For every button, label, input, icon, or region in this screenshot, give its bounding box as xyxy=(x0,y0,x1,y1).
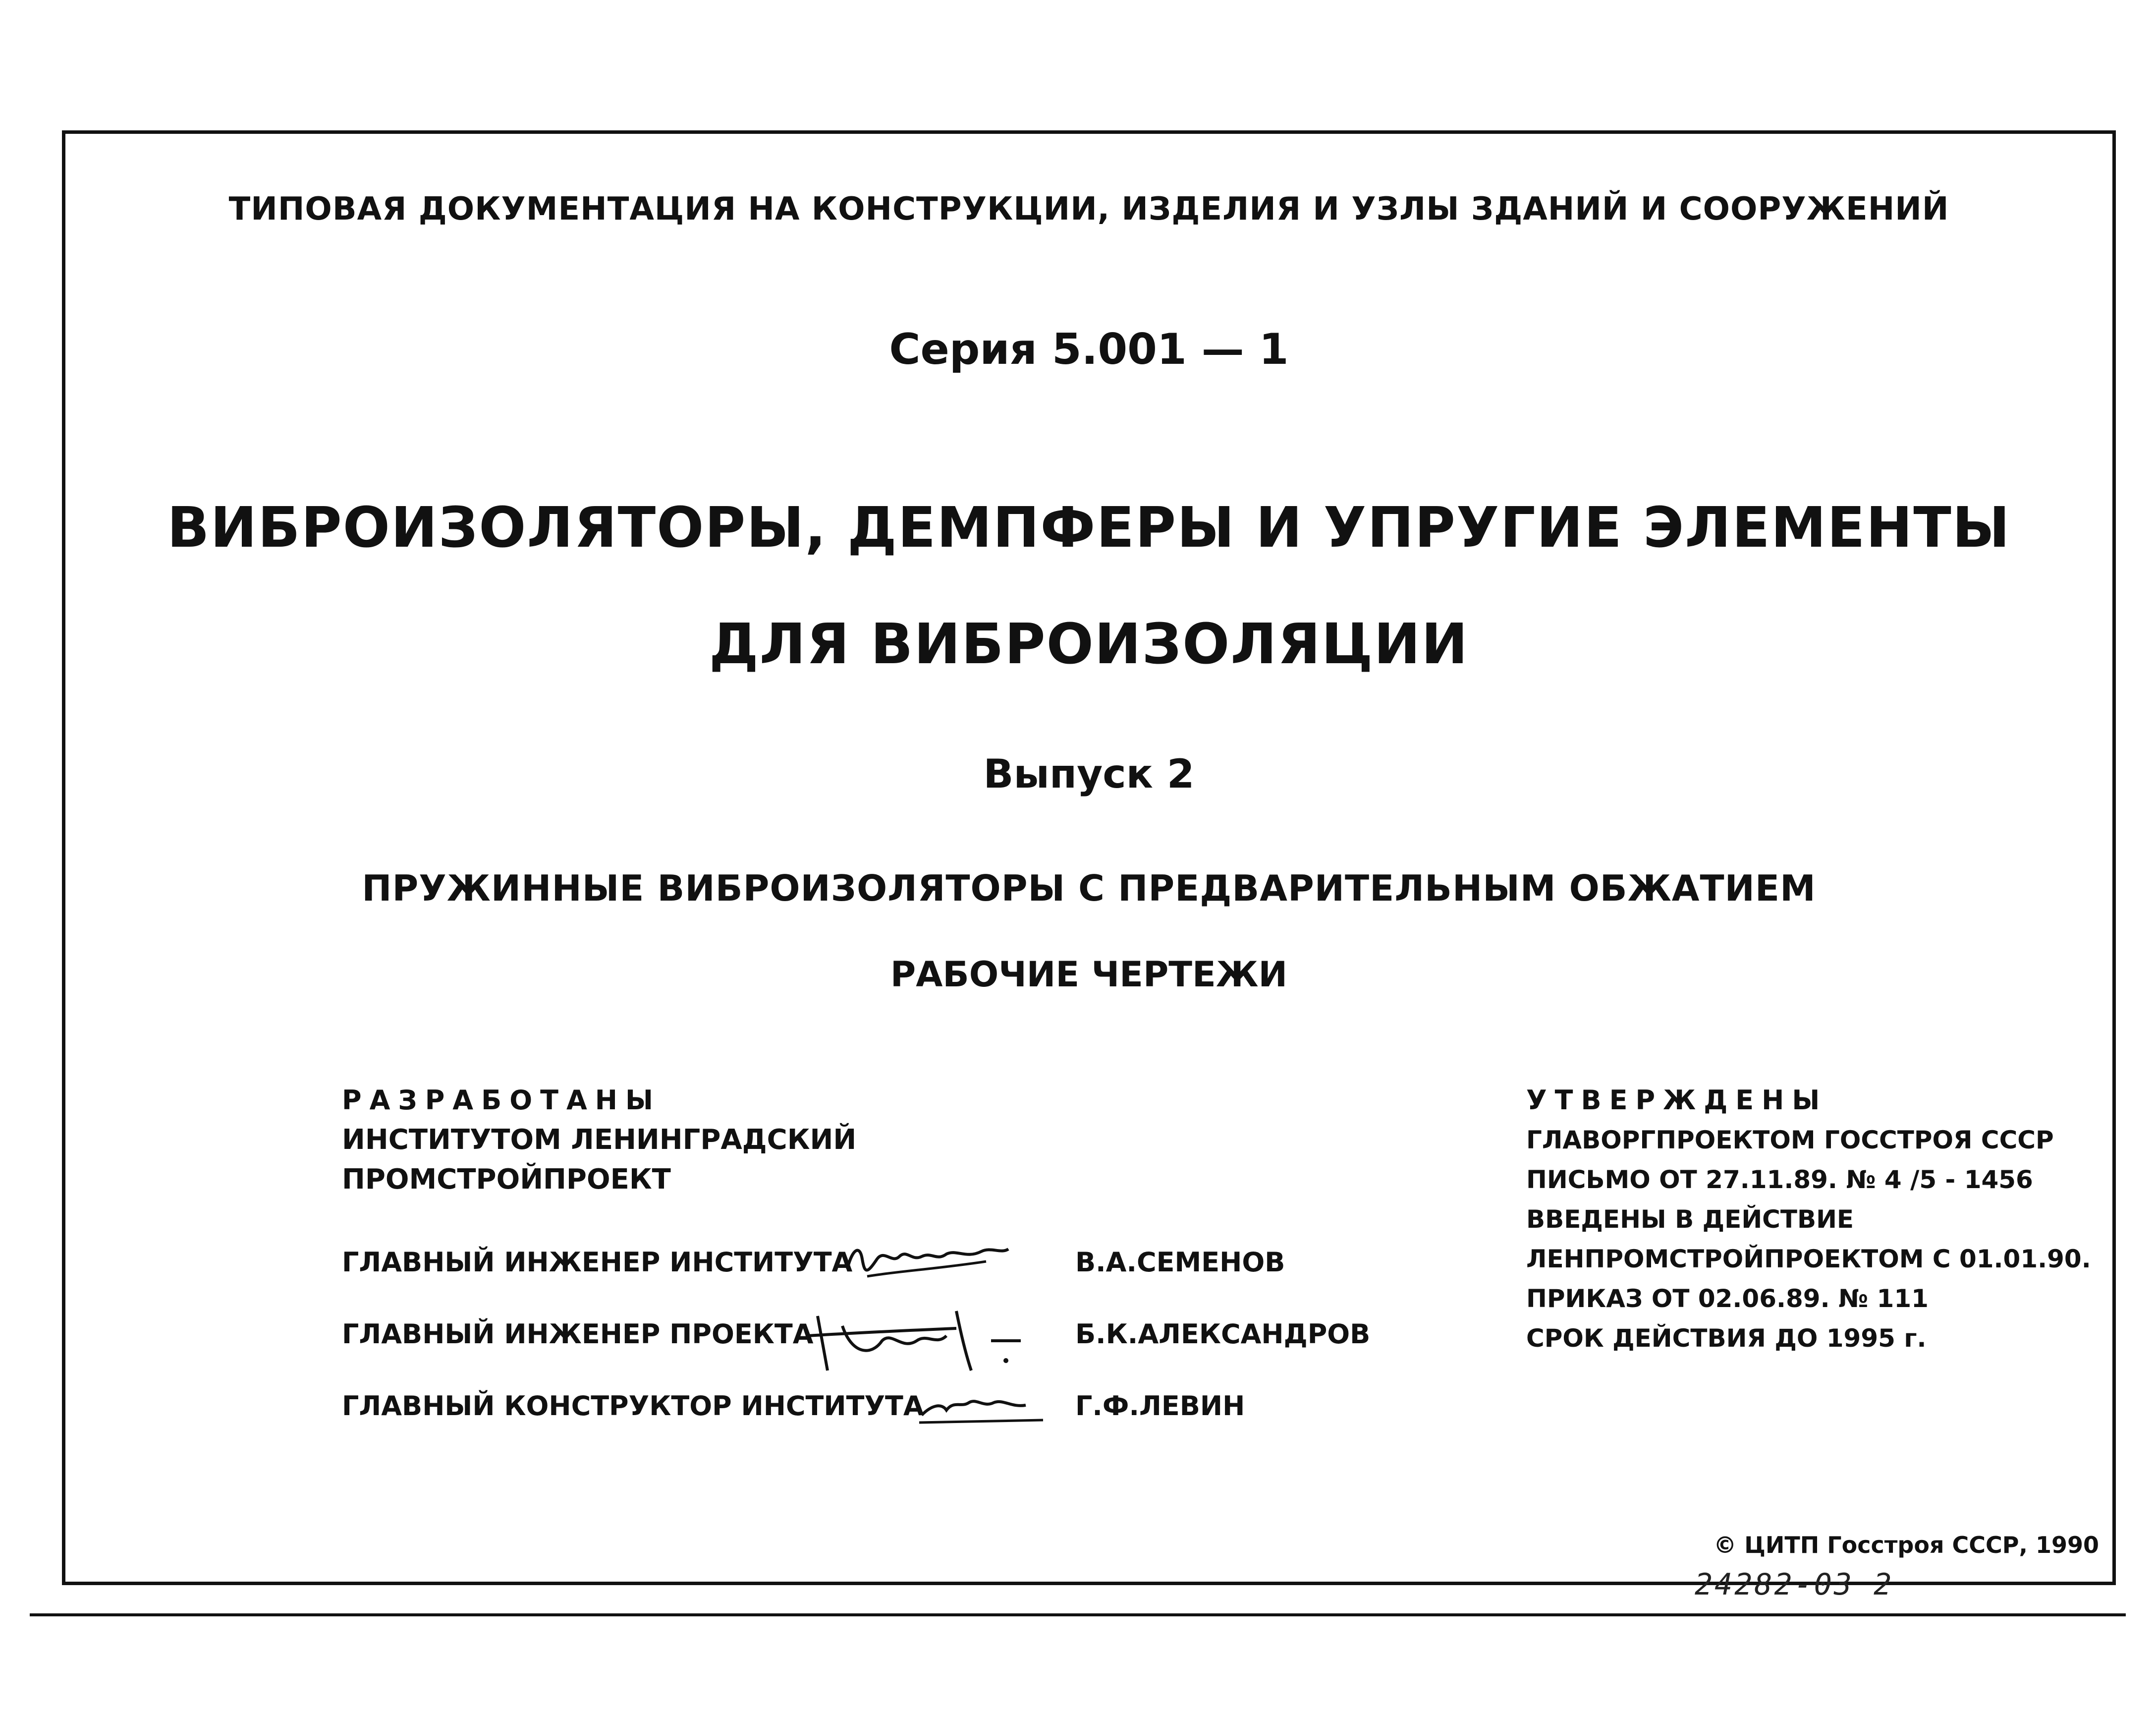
copyright: © ЦИТП Госстроя СССР, 1990 xyxy=(1714,1532,2099,1558)
approved-line-3: ВВЕДЕНЫ В ДЕЙСТВИЕ xyxy=(1526,1205,1854,1234)
title-line-1: ВИБРОИЗОЛЯТОРЫ, ДЕМПФЕРЫ И УПРУГИЕ ЭЛЕМЕНТЫ xyxy=(167,496,2011,560)
approved-line-2: ПИСЬМО ОТ 27.11.89. № 4 /5 - 1456 xyxy=(1526,1165,2033,1194)
signature-2 xyxy=(798,1306,1055,1375)
approved-line-6: СРОК ДЕЙСТВИЯ ДО 1995 г. xyxy=(1526,1324,1927,1353)
approved-line-1: ГЛАВОРГПРОЕКТОМ ГОССТРОЯ СССР xyxy=(1526,1126,2054,1154)
signature-1 xyxy=(837,1234,1016,1284)
developed-line-2: ПРОМСТРОЙПРОЕКТ xyxy=(342,1163,671,1196)
drawings-label: РАБОЧИЕ ЧЕРТЕЖИ xyxy=(890,954,1288,995)
signature-3 xyxy=(912,1378,1050,1428)
series-label: Серия 5.001 — 1 xyxy=(889,325,1289,374)
signatory-name: Б.К.АЛЕКСАНДРОВ xyxy=(1075,1318,1371,1350)
approved-line-4: ЛЕНПРОМСТРОЙПРОЕКТОМ С 01.01.90. xyxy=(1526,1245,2091,1273)
approved-block xyxy=(1526,1081,2091,1358)
signatory-name: Г.Ф.ЛЕВИН xyxy=(1075,1390,1245,1422)
signatory-name: В.А.СЕМЕНОВ xyxy=(1075,1247,1285,1278)
header-line: ТИПОВАЯ ДОКУМЕНТАЦИЯ НА КОНСТРУКЦИИ, ИЗДЕЛИЯ И УЗЛЫ ЗДАНИЙ И СООРУЖЕНИЙ xyxy=(228,191,1949,228)
signatory-role: ГЛАВНЫЙ ИНЖЕНЕР ИНСТИТУТА xyxy=(342,1247,853,1278)
developed-heading: РАЗРАБОТАНЫ xyxy=(342,1085,661,1116)
subtitle: ПРУЖИННЫЕ ВИБРОИЗОЛЯТОРЫ С ПРЕДВАРИТЕЛЬНЫМ ОБЖАТИЕМ xyxy=(362,867,1816,909)
signatory-role: ГЛАВНЫЙ ИНЖЕНЕР ПРОЕКТА xyxy=(342,1318,814,1350)
document-number: 24282-03 2 xyxy=(1695,1567,1894,1602)
frame-bottom-line xyxy=(30,1613,2126,1616)
developed-block xyxy=(342,1081,856,1199)
developed-line-1: ИНСТИТУТОМ ЛЕНИНГРАДСКИЙ xyxy=(342,1124,857,1156)
issue-label: Выпуск 2 xyxy=(983,751,1195,797)
title-line-2: ДЛЯ ВИБРОИЗОЛЯЦИИ xyxy=(709,612,1469,677)
approved-line-5: ПРИКАЗ ОТ 02.06.89. № 111 xyxy=(1526,1284,1929,1313)
signatory-role: ГЛАВНЫЙ КОНСТРУКТОР ИНСТИТУТА xyxy=(342,1390,924,1422)
approved-heading: УТВЕРЖДЕНЫ xyxy=(1526,1085,1828,1116)
